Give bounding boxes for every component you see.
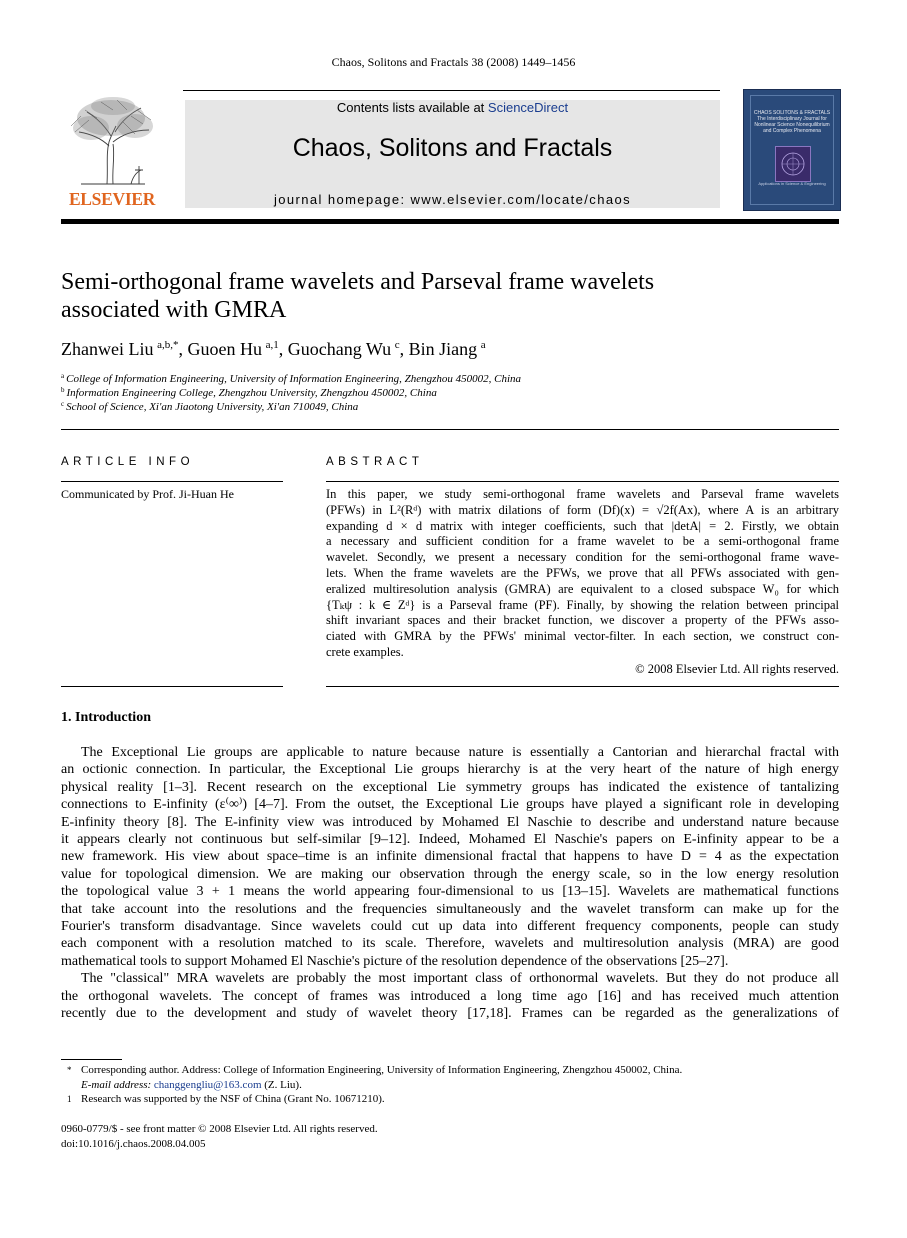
abstract-bottom-rule: [326, 686, 839, 687]
cover-emblem-icon: [775, 146, 811, 182]
body-line: E-infinity theory [8]. The E-infinity view was introduced by Mohamed El Naschie to describe and understand nature because: [61, 814, 839, 830]
footnote-funding: 1 Research was supported by the NSF of China (Grant No. 10671210).: [67, 1093, 385, 1105]
cover-title: CHAOS SOLITONS & FRACTALS The Interdisciplinary Journal for Nonlinear Science Nonequilibrium and Complex Phenomena: [753, 110, 831, 134]
body-line: the orthogonal wavelets. The concept of frames was introduced a long time ago [16] and has received much attention: [61, 988, 839, 1004]
masthead-bottom-rule: [61, 219, 839, 224]
author-name: Zhanwei Liu: [61, 339, 154, 359]
elsevier-logo: [61, 96, 163, 210]
body-line: each component with a resolution matched to its scale. Therefore, wavelets and multiresolution analysis (MRA) are good: [61, 936, 839, 952]
sciencedirect-link[interactable]: ScienceDirect: [487, 100, 569, 115]
contents-line: [185, 100, 720, 115]
section-heading-introduction: 1. Introduction: [61, 710, 151, 725]
article-title: Semi-orthogonal frame wavelets and Parseval frame wavelets associated with GMRA: [61, 269, 655, 323]
footnote-corresponding: * Corresponding author. Address: College of Information Engineering, University of Information Engineering, Zhengzhou 450002, China.: [67, 1064, 683, 1076]
affiliation: $^b$ Information Engineering College, Zhengzhou University, Zhengzhou 450002, China: [61, 386, 437, 399]
body-line: that take account into the resolutions and the frequencies simultaneously and the wavelet transform can make up for the: [61, 901, 839, 917]
body-line: physical reality [1–3]. Recent research on the exceptional Lie symmetry groups has indicated the existence of tantalizing: [61, 779, 839, 795]
body-line: Fourier's transform disadvantage. Since wavelets could cut up data into different frequency components, people can study: [61, 919, 839, 935]
contents-prefix: Contents lists available at: [336, 100, 488, 115]
copyright-notice: © 2008 Elsevier Ltd. All rights reserved.: [635, 662, 839, 676]
body-line: the topological value 3 + 1 means the world appearing four-dimensional to us [13–15]. Wavelets are mathematical functions: [61, 884, 839, 900]
body-line: value for topological dimension. We are making our observation through the energy scale, so in the low energy resolution: [61, 866, 839, 882]
abstract-text: [326, 487, 839, 661]
article-info-bottom-rule: [61, 686, 283, 687]
author-affil-marks[interactable]: a,b,*: [157, 339, 179, 351]
email-link[interactable]: changgengliu@163.com: [153, 1078, 262, 1091]
abstract-line: a necessary and sufficient condition for a frame wavelet to be a semi-orthogonal frame: [326, 534, 839, 549]
abstract-line: {Tₖψ : k ∈ Zᵈ} is a Parseval frame (PF). Finally, by showing the relation between principal: [326, 597, 839, 612]
journal-homepage[interactable]: journal homepage: www.elsevier.com/locate/chaos: [273, 192, 631, 207]
cover-footer: Applications in Science & Engineering: [758, 181, 826, 186]
body-line: The "classical" MRA wavelets are probably the most important class of orthonormal wavelets. But they do not produce all: [81, 971, 839, 987]
body-line: recently due to the development and study of wavelet theory [17,18]. Frames can be regarded as the generalizations of: [61, 1006, 839, 1022]
cover-frame: [750, 95, 834, 205]
abstract-line: lets. When the frame wavelets are the PFWs, we prove that all PFWs associated with gen-: [326, 565, 839, 580]
body-line: connections to E-infinity (ε⁽∞⁾) [4–7]. From the outset, the Exceptional Lie groups have played a significant role in developing: [61, 797, 839, 813]
issn-line: 0960-0779/$ - see front matter © 2008 Elsevier Ltd. All rights reserved.: [61, 1123, 378, 1135]
body-line: it appears clearly not continuous but self-similar [9–12]. Indeed, Mohamed El Naschie's papers on E-infinity appear to be a: [61, 832, 839, 848]
article-info-heading: ARTICLE INFO: [61, 456, 195, 468]
front-matter: [61, 1122, 378, 1151]
journal-title: Chaos, Solitons and Fractals: [292, 134, 613, 162]
author-affil-marks[interactable]: a: [480, 339, 486, 351]
article-info-rule: [61, 481, 283, 482]
journal-cover: [743, 89, 841, 211]
abstract-line: crete examples.: [326, 644, 404, 659]
author-name: Guoen Hu: [187, 339, 262, 359]
body-line: mathematical tools to support Mohamed El Naschie's picture of the resolution dependence of the observations [25–27].: [61, 953, 729, 969]
masthead-box: [185, 100, 720, 208]
footnote-email: E-mail address: changgengliu@163.com (Z. Liu).: [81, 1078, 302, 1091]
communicated-by: Communicated by Prof. Ji-Huan He: [61, 487, 234, 501]
header-divider: [61, 429, 839, 430]
abstract-line: shift invariant spaces and their bracket function, we discover a property of the PFWs asso-: [326, 613, 839, 628]
abstract-line: (PFWs) in L²(Rᵈ) with matrix dilations of form (Df)(x) = √2f(Ax), where A is an arbitrary: [326, 502, 839, 517]
tree-icon: [61, 96, 163, 188]
abstract-rule: [326, 481, 839, 482]
footnote-rule: [61, 1059, 122, 1060]
running-head: Chaos, Solitons and Fractals 38 (2008) 1449–1456: [331, 55, 576, 69]
masthead-top-rule: [183, 90, 720, 91]
author-affil-marks[interactable]: a,1: [265, 339, 279, 351]
affiliation: $^a$ College of Information Engineering, University of Information Engineering, Zhengzhou 450002, China: [61, 372, 522, 385]
elsevier-wordmark: ELSEVIER: [68, 189, 156, 209]
body-line: The Exceptional Lie groups are applicable to nature because nature is essentially a Cantorian and hierarchal fractal with: [81, 745, 839, 760]
introduction-text: [61, 744, 839, 1023]
abstract-line: In this paper, we study semi-orthogonal frame wavelets and Parseval frame wavelets: [326, 487, 839, 501]
affiliation-list: [61, 372, 521, 414]
abstract-heading: ABSTRACT: [326, 456, 424, 468]
abstract-line: eralized multiresolution analysis (GMRA) are equivalent to a closed subspace W₀ for which: [326, 581, 839, 596]
author-name: Guochang Wu: [287, 339, 392, 359]
footnotes: [61, 1063, 839, 1107]
author-affil-marks[interactable]: c: [394, 339, 400, 351]
author-name: Bin Jiang: [408, 339, 478, 359]
doi-line[interactable]: doi:10.1016/j.chaos.2008.04.005: [61, 1137, 206, 1150]
body-line: new framework. His view about space–time is an infinite dimensional fractal that happens to have D = 4 as the expectation: [61, 849, 839, 865]
abstract-line: ciated with GMRA by the PFWs' minimal vector-filter. In each section, we construct con-: [326, 629, 839, 644]
abstract-line: expanding d × d matrix with integer coefficients, such that |detA| = 2. Firstly, we obtain: [326, 518, 839, 533]
body-line: an octionic connection. In particular, the Exceptional Lie groups hierarchy is at the very heart of the nature of high energy: [61, 762, 839, 778]
abstract-line: wavelet. Secondly, we present a necessary condition for the semi-orthogonal frame wave-: [326, 550, 839, 565]
affiliation: $^c$ School of Science, Xi'an Jiaotong University, Xi'an 710049, China: [61, 400, 359, 413]
author-list: Zhanwei Liu $^{a,b,*}$, Guoen Hu $^{a,1}$, Guochang Wu $^c$, Bin Jiang $^a$: [61, 339, 486, 359]
